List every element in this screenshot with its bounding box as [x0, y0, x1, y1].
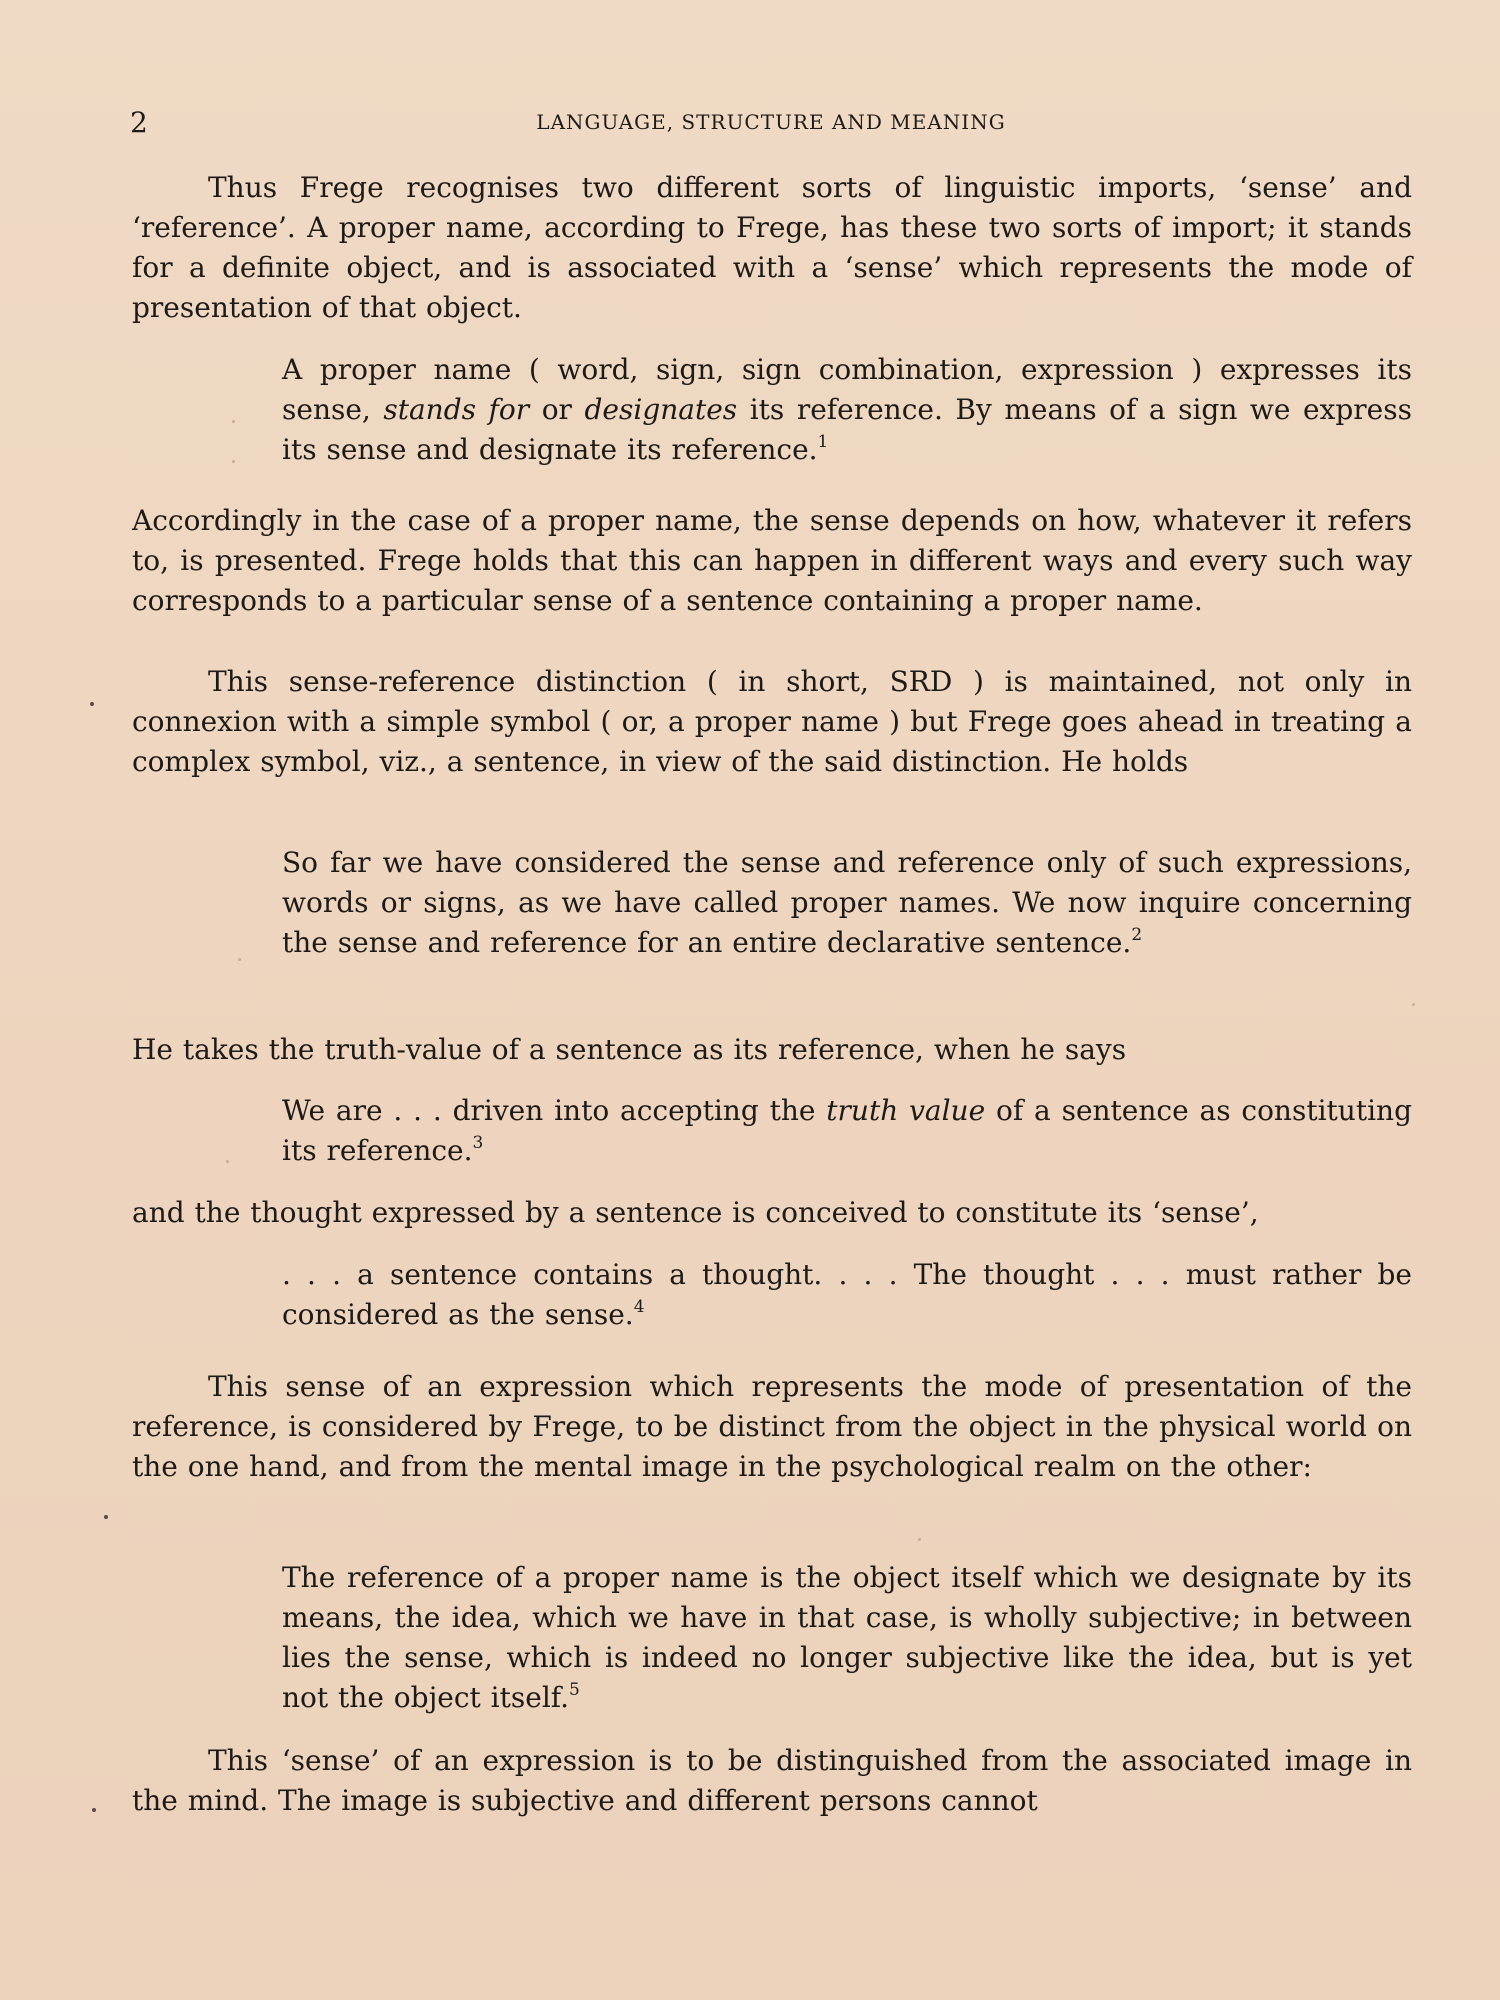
quote-italic-stands-for: stands for: [383, 393, 530, 426]
quote-text: of a sentence as constituting its reference.: [282, 1094, 1412, 1167]
quote-text: its reference. By means of a sign we express its sense and designate its reference.: [282, 393, 1412, 466]
footnote-marker: 4: [633, 1297, 645, 1317]
quote-text: A proper name ( word, sign, sign combination, expression ) expresses its sense,: [282, 353, 1412, 426]
quote-text: or: [541, 393, 572, 426]
paper-speck: [90, 702, 94, 706]
paper-speck: [104, 1515, 108, 1519]
footnote-marker: 3: [472, 1133, 484, 1153]
paragraph-srd: This sense-reference distinction ( in short, SRD ) is maintained, not only in connexion with a simple symbol ( or, a proper name ) but Frege goes ahead in treating a complex symbol, viz., a sentence, in view of the said distinction. He holds: [132, 665, 1412, 778]
paragraph-mode-of-presentation: This sense of an expression which represents the mode of presentation of the reference, is considered by Frege, to be distinct from the object in the physical world on the one hand, and from the mental image in the psychological realm on the other:: [132, 1370, 1412, 1483]
quote-text: The reference of a proper name is the object itself which we designate by its means, the idea, which we have in that case, is wholly subjective; in between lies the sense, which is indeed no longer subjective like the idea, but is yet not the object itself.: [282, 1561, 1412, 1714]
block-quote-proper-name: [282, 350, 1412, 470]
footnote-marker: 1: [817, 432, 829, 452]
page-number: 2: [130, 106, 148, 139]
paper-speck: [226, 1160, 229, 1163]
running-head: [130, 106, 1412, 140]
paper-speck: [1412, 1003, 1415, 1006]
paper-speck: [232, 460, 235, 463]
block-quote-declarative-sentence: [282, 843, 1412, 963]
block-quote-thought: [282, 1255, 1412, 1335]
paragraph-truth-value: He takes the truth-value of a sentence as its reference, when he says: [132, 1033, 1127, 1066]
paragraph-thought: and the thought expressed by a sentence is conceived to constitute its ‘sense’,: [132, 1196, 1259, 1229]
quote-text: So far we have considered the sense and reference only of such expressions, words or signs, as we have called proper names. We now inquire concerning the sense and reference for an entire declarative sentence.: [282, 846, 1412, 959]
paragraph-accordingly: Accordingly in the case of a proper name, the sense depends on how, whatever it refers to, is presented. Frege holds that this can happen in different ways and every such way corresponds to a particular sense of a sentence containing a proper name.: [132, 504, 1412, 617]
paper-speck: [232, 420, 235, 423]
paper-speck: [92, 1808, 96, 1812]
paragraph-image-in-mind: This ‘sense’ of an expression is to be distinguished from the associated image in the mind. The image is subjective and different persons cannot: [132, 1744, 1412, 1817]
quote-italic-designates: designates: [584, 393, 738, 426]
footnote-marker: 5: [569, 1680, 580, 1700]
paper-speck: [918, 1538, 921, 1541]
footnote-marker: 2: [1131, 925, 1143, 945]
paper-speck: [238, 958, 241, 961]
block-quote-reference-idea: [282, 1558, 1412, 1718]
block-quote-truth-value: [282, 1091, 1412, 1171]
quote-italic-truth-value: truth value: [826, 1094, 986, 1127]
running-title: LANGUAGE, STRUCTURE AND MEANING: [536, 110, 1006, 134]
paragraph-sense-reference-intro: Thus Frege recognises two different sorts of linguistic imports, ‘sense’ and ‘reference’. A proper name, according to Frege, has these two sorts of import; it stands for a definite object, and is associated with a ‘sense’ which represents the mode of presentation of that object.: [132, 171, 1412, 324]
quote-text: . . . a sentence contains a thought. . . . The thought . . . must rather be considered as the sense.: [282, 1258, 1412, 1331]
quote-text: We are . . . driven into accepting the: [282, 1094, 816, 1127]
